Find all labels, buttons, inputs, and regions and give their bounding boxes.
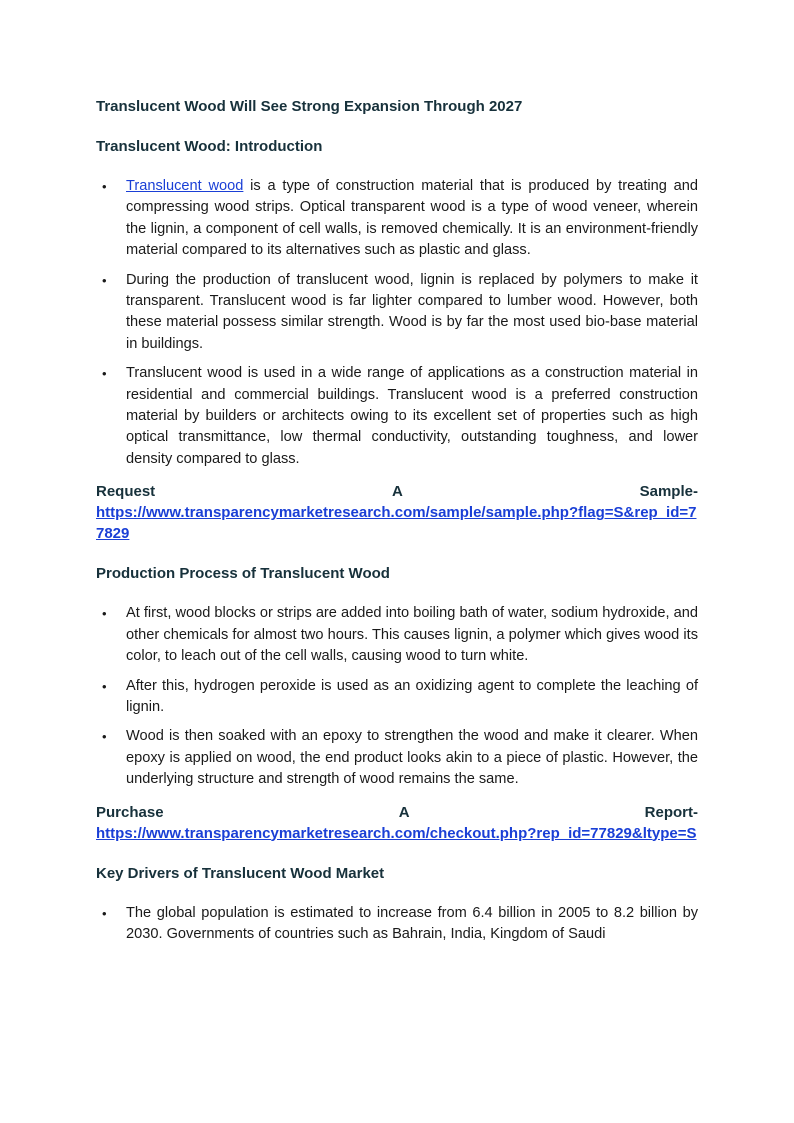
list-item xyxy=(96,726,698,790)
cta-word: Purchase xyxy=(96,803,164,821)
introduction-list xyxy=(96,176,698,470)
list-item xyxy=(96,603,698,667)
bullet-dot: • xyxy=(102,366,107,382)
request-sample-link[interactable]: https://www.transparencymarketresearch.com/sample/sample.php?flag=S&rep_id=77829 xyxy=(96,504,697,543)
purchase-report-link[interactable]: https://www.transparencymarketresearch.com/checkout.php?rep_id=77829&ltype=S xyxy=(96,824,697,842)
list-item-text: At first, wood blocks or strips are added into boiling bath of water, sodium hydroxide, and other chemicals for almost two hours. This causes lignin, a polymer which gives wood its color, to leach out of the cell walls, causing wood to turn white. xyxy=(126,605,698,665)
list-item xyxy=(96,676,698,719)
list-item xyxy=(96,176,698,262)
bullet-dot: • xyxy=(102,678,107,694)
section-heading-introduction: Translucent Wood: Introduction xyxy=(96,138,323,155)
bullet-dot: • xyxy=(102,272,107,288)
cta-word: Sample- xyxy=(639,483,698,501)
list-item-text: Wood is then soaked with an epoxy to strengthen the wood and make it clearer. When epoxy is applied on wood, the end product looks akin to a piece of plastic. However, the underlying structure and strength of wood remains the same. xyxy=(126,728,698,788)
list-item-text: is a type of construction material that is produced by treating and compressing wood strips. Optical transparent wood is a type of wood veneer, wherein the lignin, a component of cell walls, is removed chemically. It is an environment-friendly material compared to its alternatives such as plastic and glass. xyxy=(126,178,698,259)
translucent-wood-link[interactable]: Translucent wood xyxy=(126,178,244,194)
cta-word: Request xyxy=(96,483,156,501)
list-item-text: The global population is estimated to increase from 6.4 billion in 2005 to 8.2 billion by 2030. Governments of countries such as Bahrain, India, Kingdom of Saudi xyxy=(126,904,698,942)
bullet-dot: • xyxy=(102,179,107,194)
list-item xyxy=(96,903,698,946)
section-heading-production: Production Process of Translucent Wood xyxy=(96,565,390,583)
document-page xyxy=(96,96,698,953)
production-list xyxy=(96,603,698,790)
list-item-text: After this, hydrogen peroxide is used as an oxidizing agent to complete the leaching of lignin. xyxy=(126,677,698,715)
purchase-report-label xyxy=(96,802,698,823)
request-sample-block xyxy=(96,481,698,544)
section-heading-key-drivers: Key Drivers of Translucent Wood Market xyxy=(96,864,385,882)
bullet-dot: • xyxy=(102,606,107,622)
cta-word: A xyxy=(391,483,403,501)
bullet-dot: • xyxy=(102,729,107,745)
document-title: Translucent Wood Will See Strong Expansion Through 2027 xyxy=(96,98,523,115)
purchase-report-block xyxy=(96,802,698,844)
list-item-text: During the production of translucent wood, lignin is replaced by polymers to make it transparent. Translucent wood is far lighter compared to lumber wood. However, both these material possess similar strength. Wood is by far the most used bio-base material in buildings. xyxy=(126,271,698,352)
cta-word: Report- xyxy=(644,803,698,821)
list-item xyxy=(96,270,698,356)
bullet-dot: • xyxy=(102,905,107,921)
list-item xyxy=(96,363,698,470)
request-sample-label xyxy=(96,481,698,502)
list-item-text: Translucent wood is used in a wide range of applications as a construction material in residential and commercial buildings. Translucent wood is a preferred construction material by builders or architects owing to its excellent set of properties such as high optical transmittance, low thermal conductivity, outstanding toughness, and lower density compared to glass. xyxy=(126,365,698,467)
drivers-list xyxy=(96,903,698,946)
cta-word: A xyxy=(398,803,410,821)
